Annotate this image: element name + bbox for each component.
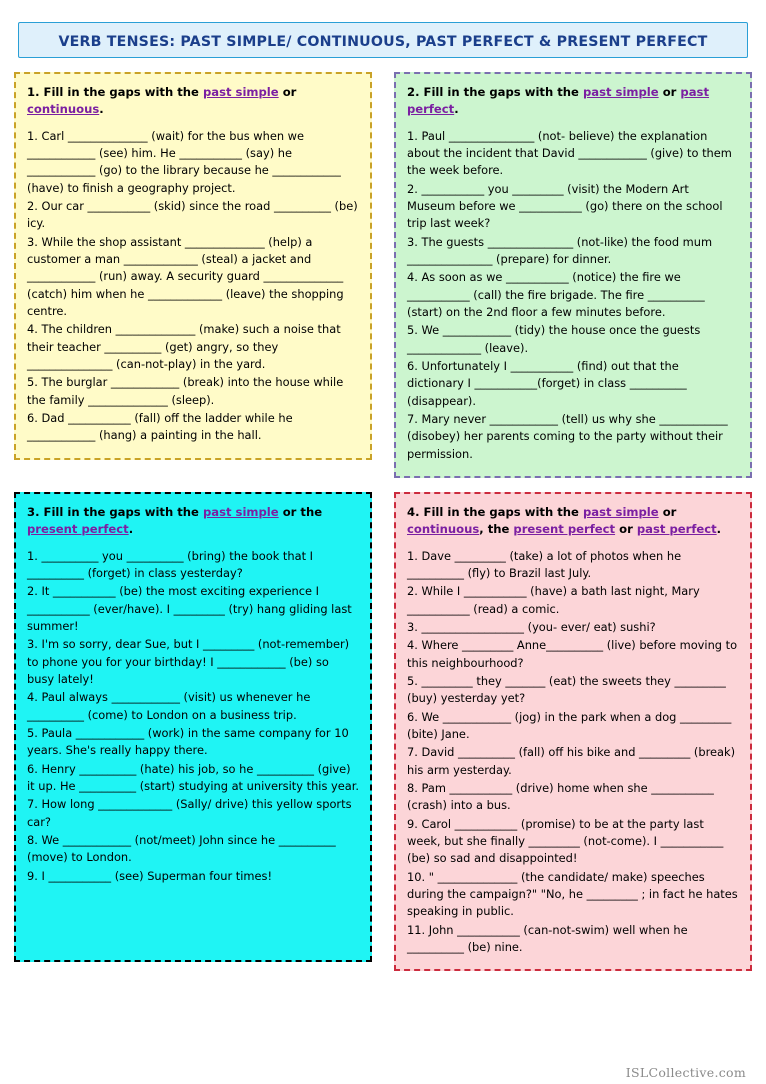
exercise-3-item-3[interactable]: 3. I'm so sorry, dear Sue, but I _________ (not-remember) to phone you for your birthday! I ____________ (be) so busy lately! bbox=[27, 637, 350, 687]
exercise-grid bbox=[14, 72, 752, 985]
exercise-4-item-5[interactable]: 5. _________ they _______ (eat) the sweets they _________ (buy) yesterday yet? bbox=[407, 674, 726, 706]
exercise-1-item-4[interactable]: 4. The children ______________ (make) such a noise that their teacher __________ (get) angry, so they _______________ (can-not-play) in the yard. bbox=[27, 322, 341, 372]
exercise-4-item-6[interactable]: 6. We ____________ (jog) in the park when a dog _________ (bite) Jane. bbox=[407, 709, 732, 742]
exercise-box-4 bbox=[394, 492, 752, 971]
exercise-box-2 bbox=[394, 72, 752, 478]
exercise-4-tense-4: past perfect bbox=[636, 522, 717, 537]
exercise-1-item-6[interactable]: 6. Dad ___________ (fall) off the ladder while he ____________ (hang) a painting in the hall. bbox=[27, 411, 293, 443]
exercise-2-tense-1: past simple bbox=[582, 85, 659, 99]
exercise-4-item-8[interactable]: 8. Pam ___________ (drive) home when she ___________ (crash) into a bus. bbox=[407, 781, 714, 813]
exercise-1-item-2[interactable]: 2. Our car ___________ (skid) since the road __________ (be) icy. bbox=[27, 199, 358, 231]
exercise-2-heading-pre: Fill in the gaps with the bbox=[423, 85, 583, 99]
exercise-3-item-7[interactable]: 7. How long _____________ (Sally/ drive) this yellow sports car? bbox=[27, 797, 352, 829]
exercise-4-heading-mid-3: or bbox=[615, 522, 637, 537]
exercise-3-heading-mid: or the bbox=[278, 505, 323, 520]
exercise-4-number: 4. bbox=[407, 505, 420, 520]
exercise-2-heading bbox=[407, 84, 739, 119]
site-watermark: ISLCollective.com bbox=[625, 1065, 746, 1080]
exercise-4-heading-mid-2: , the bbox=[479, 522, 514, 537]
exercise-4-item-11[interactable]: 11. John ___________ (can-not-swim) well when he __________ (be) nine. bbox=[407, 922, 688, 955]
exercise-1-heading-mid: or bbox=[278, 85, 297, 99]
exercise-3-item-1[interactable]: 1. __________ you __________ (bring) the book that I __________ (forget) in class yesterday? bbox=[27, 548, 314, 581]
exercise-1-item-1[interactable]: 1. Carl ______________ (wait) for the bus when we ____________ (see) him. He ___________ (say) he ____________ (go) to the library because he ____________ (have) to finish a geography project. bbox=[27, 128, 341, 195]
exercise-2-item-5[interactable]: 5. We ____________ (tidy) the house once the guests _____________ (leave). bbox=[407, 323, 701, 355]
exercise-1-tense-1: past simple bbox=[202, 85, 279, 99]
exercise-1-heading-end: . bbox=[99, 102, 104, 117]
exercise-2-number: 2. bbox=[407, 85, 420, 99]
exercise-1-item-3[interactable]: 3. While the shop assistant ______________ (help) a customer a man _____________ (steal) a jacket and ____________ (run) away. A security guard ______________ (catch) him when he _____________ (leave) the shopping centre. bbox=[27, 234, 344, 319]
exercise-4-tense-1: past simple bbox=[582, 505, 659, 520]
exercise-2-heading-mid: or bbox=[658, 85, 681, 99]
exercise-4-heading-mid: or bbox=[658, 505, 677, 520]
exercise-2-item-2[interactable]: 2. ___________ you _________ (visit) the Modern Art Museum before we ___________ (go) there on the school trip last week? bbox=[407, 181, 723, 231]
exercise-3-tense-1: past simple bbox=[202, 505, 279, 520]
page-title bbox=[18, 22, 748, 58]
exercise-4-tense-2: continuous bbox=[407, 522, 480, 537]
exercise-1-tense-2: continuous bbox=[27, 102, 100, 117]
exercise-2-item-4[interactable]: 4. As soon as we ___________ (notice) the fire we ___________ (call) the fire brigade. The fire __________ (start) on the 2nd floor a few minutes before. bbox=[407, 270, 705, 320]
exercise-1-heading-pre: Fill in the gaps with the bbox=[43, 85, 203, 99]
exercise-3-tense-2: present perfect bbox=[27, 522, 129, 537]
exercise-1-number: 1. bbox=[27, 85, 40, 99]
exercise-4-heading-pre: Fill in the gaps with the bbox=[423, 505, 583, 520]
exercise-4-heading bbox=[407, 504, 739, 539]
exercise-1-heading bbox=[27, 84, 359, 119]
exercise-3-item-6[interactable]: 6. Henry __________ (hate) his job, so he __________ (give) it up. He __________ (start) studying at university this year. bbox=[27, 761, 359, 794]
exercise-3-number: 3. bbox=[27, 505, 40, 520]
exercise-3-heading-pre: Fill in the gaps with the bbox=[43, 505, 203, 520]
exercise-3-item-2[interactable]: 2. It ___________ (be) the most exciting experience I ___________ (ever/have). I _________ (try) hang gliding last summer! bbox=[27, 584, 352, 634]
exercise-3-item-9[interactable]: 9. I ___________ (see) Superman four times! bbox=[27, 868, 273, 883]
exercise-3-item-5[interactable]: 5. Paula ____________ (work) in the same company for 10 years. She's really happy there. bbox=[27, 726, 349, 758]
exercise-1-item-5[interactable]: 5. The burglar ____________ (break) into the house while the family ______________ (sleep). bbox=[27, 375, 344, 407]
exercise-4-item-2[interactable]: 2. While I ___________ (have) a bath last night, Mary ___________ (read) a comic. bbox=[407, 584, 700, 616]
exercise-3-item-4[interactable]: 4. Paul always ____________ (visit) us whenever he __________ (come) to London on a business trip. bbox=[27, 690, 311, 722]
exercise-3-heading-end: . bbox=[128, 522, 134, 537]
exercise-4-item-10[interactable]: 10. " ______________ (the candidate/ make) speeches during the campaign?" "No, he _________ ; in fact he hates speaking in public. bbox=[407, 869, 738, 919]
exercise-4-item-4[interactable]: 4. Where _________ Anne__________ (live) before moving to this neighbourhood? bbox=[407, 638, 738, 670]
exercise-4-item-1[interactable]: 1. Dave _________ (take) a lot of photos when he __________ (fly) to Brazil last July. bbox=[407, 548, 682, 581]
exercise-3-item-8[interactable]: 8. We ____________ (not/meet) John since he __________ (move) to London. bbox=[27, 833, 336, 865]
exercise-2-item-3[interactable]: 3. The guests _______________ (not-like) the food mum _______________ (prepare) for dinner. bbox=[407, 234, 713, 267]
exercise-2-heading-end: . bbox=[454, 102, 459, 117]
exercise-box-1 bbox=[14, 72, 372, 460]
exercise-4-item-3[interactable]: 3. __________________ (you- ever/ eat) sushi? bbox=[407, 620, 656, 635]
exercise-4-tense-3: present perfect bbox=[513, 522, 616, 537]
exercise-2-item-6[interactable]: 6. Unfortunately I ___________ (find) out that the dictionary I ___________(forget) in class __________ (disappear). bbox=[407, 359, 687, 408]
exercise-2-item-7[interactable]: 7. Mary never ____________ (tell) us why she ____________ (disobey) her parents coming to the party without their permission. bbox=[407, 412, 728, 461]
exercise-4-heading-end: . bbox=[716, 522, 722, 537]
page-title-text: VERB TENSES: PAST SIMPLE/ CONTINUOUS, PAST PERFECT & PRESENT PERFECT bbox=[58, 34, 708, 50]
exercise-4-item-7[interactable]: 7. David __________ (fall) off his bike and _________ (break) his arm yesterday. bbox=[407, 745, 736, 777]
exercise-3-heading bbox=[27, 504, 359, 539]
exercise-2-item-1[interactable]: 1. Paul _______________ (not- believe) the explanation about the incident that David ____________ (give) to them the week before. bbox=[407, 128, 732, 178]
exercise-4-item-9[interactable]: 9. Carol ___________ (promise) to be at the party last week, but she finally _________ (not-come). I ___________ (be) so sad and disappointed! bbox=[407, 816, 724, 866]
exercise-2-tense-2: past perfect bbox=[407, 85, 709, 117]
exercise-box-3 bbox=[14, 492, 372, 962]
